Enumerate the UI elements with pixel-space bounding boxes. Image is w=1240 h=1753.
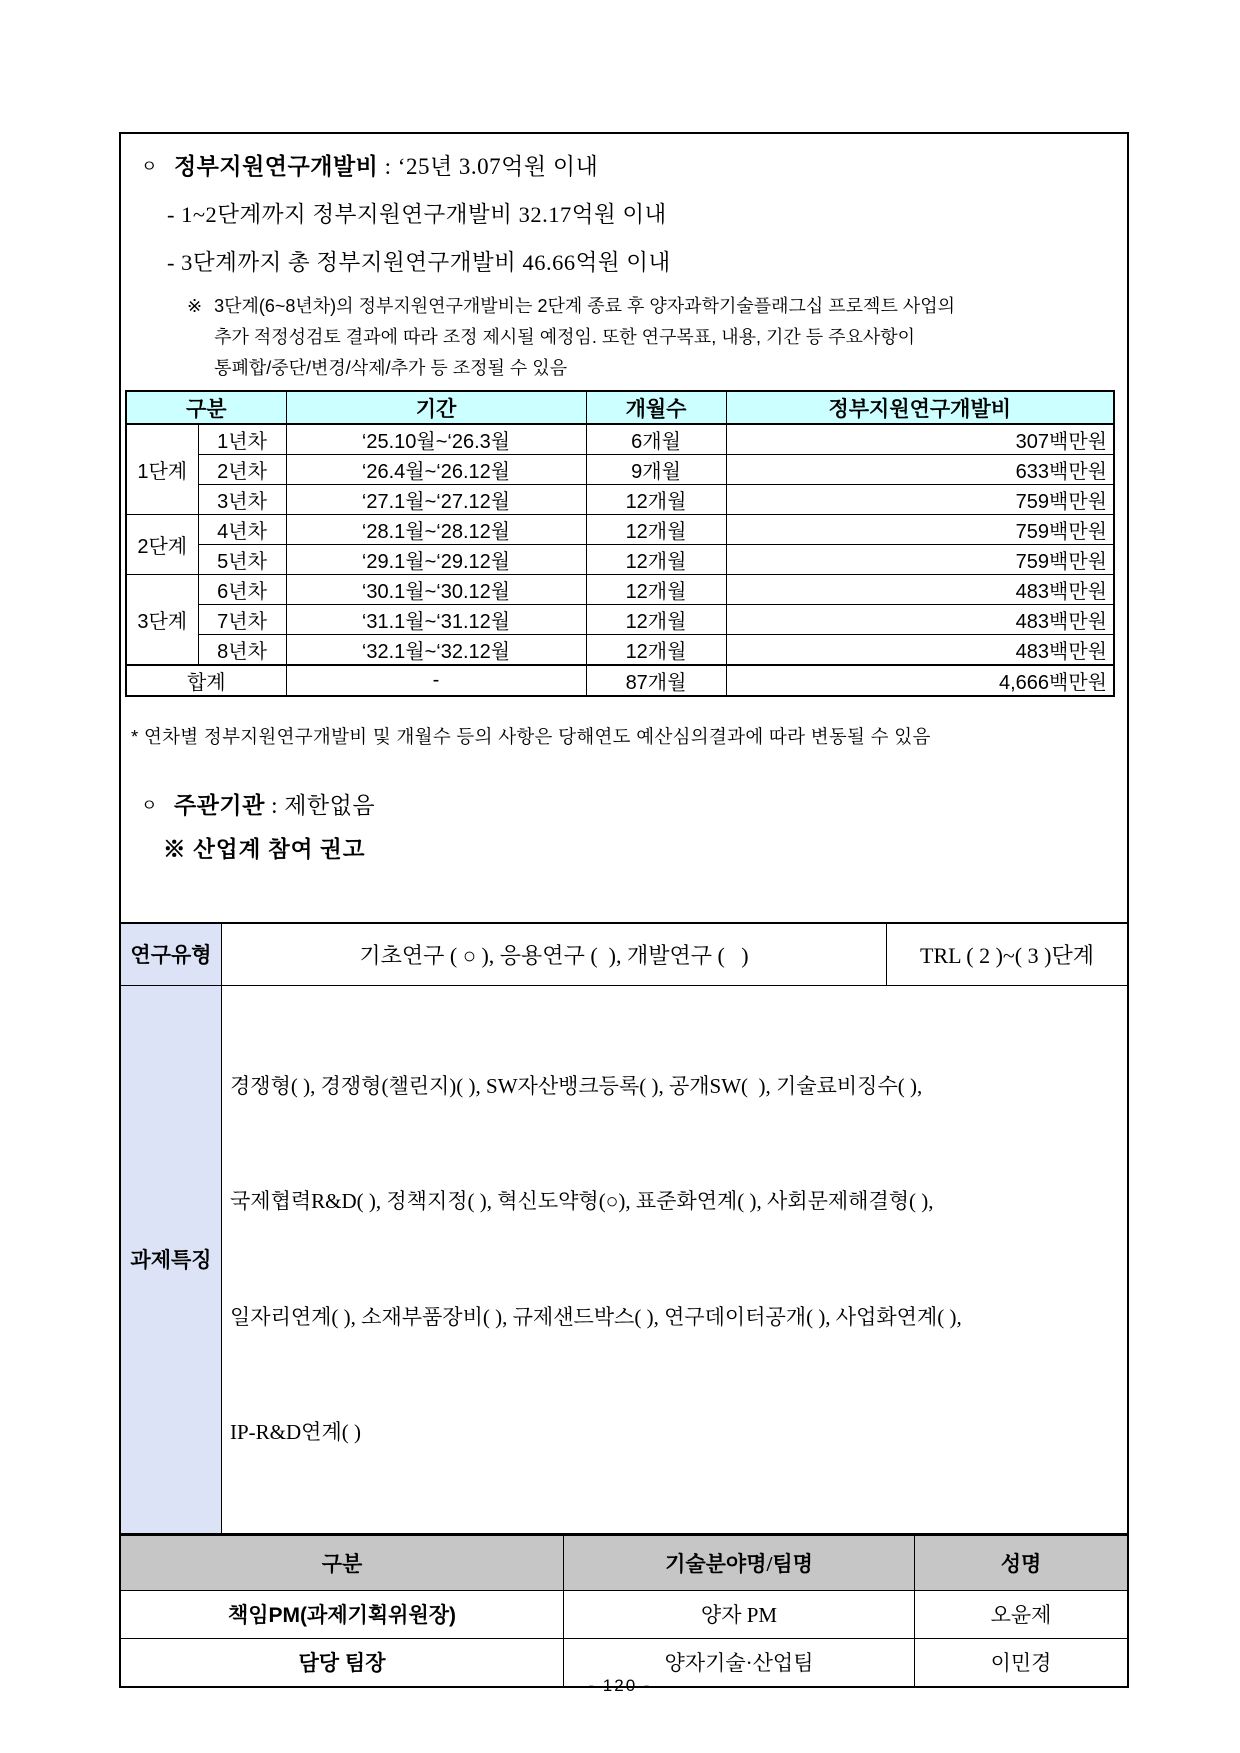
project-feature-row: [121, 985, 1127, 1534]
trl-value: TRL ( 2 )~( 3 )단계: [887, 923, 1128, 985]
org-bullet-title: 주관기관: [173, 793, 265, 818]
cell-total-months: 87개월: [586, 665, 726, 696]
cell-budget: 759백만원: [726, 485, 1114, 515]
circle-bullet-icon: ㅇ: [141, 157, 158, 176]
budget-note-line-1: 3단계(6~8년차)의 정부지원연구개발비는 2단계 종료 후 양자과학기술플래그십 프로젝트 사업의: [214, 296, 955, 316]
header-team: 기술분야명/팀명: [564, 1535, 915, 1590]
header-gubun: 구분: [126, 391, 286, 424]
table-row: [126, 635, 1114, 666]
header-budget: 정부지원연구개발비: [726, 391, 1114, 424]
budget-note-line-3: 통폐합/중단/변경/삭제/추가 등 조정될 수 있음: [214, 358, 568, 378]
total-row: [126, 665, 1114, 696]
industry-participation-note: ※ 산업계 참여 권고: [163, 837, 366, 862]
reference-mark-icon: ※: [187, 296, 203, 316]
budget-sub-item-2: - 3단계까지 총 정부지원연구개발비 46.66억원 이내: [167, 250, 671, 275]
cell-group: 2단계: [126, 515, 198, 575]
cell-total-budget: 4,666백만원: [726, 665, 1114, 696]
cell-months: 12개월: [586, 545, 726, 575]
cell-year: 1년차: [198, 424, 286, 455]
cell-group: 1단계: [126, 424, 198, 515]
feature-line-1: 경쟁형( ), 경쟁형(챌린지)( ), SW자산뱅크등록( ), 공개SW( ), 기술료비징수( ),: [230, 1073, 923, 1098]
cell-months: 12개월: [586, 605, 726, 635]
cell-year: 5년차: [198, 545, 286, 575]
cell-budget: 759백만원: [726, 545, 1114, 575]
org-bullet-line: [141, 787, 1127, 820]
research-type-row: [121, 923, 1127, 985]
cell-period: ‘29.1월~‘29.12월: [286, 545, 586, 575]
table-row: [126, 575, 1114, 605]
budget-table: [125, 390, 1115, 697]
budget-bullet-value: : ‘25년 3.07억원 이내: [384, 154, 599, 179]
budget-note: [187, 291, 1127, 384]
budget-bullet-line: [141, 148, 1127, 181]
cell-name: 오윤제: [915, 1590, 1128, 1638]
budget-table-header-row: [126, 391, 1114, 424]
table-row: [126, 485, 1114, 515]
pm-table: [121, 1535, 1127, 1686]
cell-period: ‘28.1월~‘28.12월: [286, 515, 586, 545]
cell-year: 4년차: [198, 515, 286, 545]
header-role: 구분: [121, 1535, 564, 1590]
cell-budget: 307백만원: [726, 424, 1114, 455]
cell-year: 2년차: [198, 455, 286, 485]
budget-bullet-title: 정부지원연구개발비: [173, 154, 379, 179]
org-bullet-value: : 제한없음: [271, 793, 376, 818]
cell-period: ‘31.1월~‘31.12월: [286, 605, 586, 635]
research-type-label: 연구유형: [121, 923, 222, 985]
table-row: [121, 1590, 1127, 1638]
cell-budget: 483백만원: [726, 605, 1114, 635]
header-period: 기간: [286, 391, 586, 424]
cell-months: 12개월: [586, 485, 726, 515]
cell-period: ‘27.1월~‘27.12월: [286, 485, 586, 515]
cell-months: 6개월: [586, 424, 726, 455]
cell-budget: 759백만원: [726, 515, 1114, 545]
cell-team: 양자 PM: [564, 1590, 915, 1638]
cell-total-period: -: [286, 665, 586, 696]
table-row: [126, 455, 1114, 485]
cell-year: 6년차: [198, 575, 286, 605]
budget-sub-item-1: - 1~2단계까지 정부지원연구개발비 32.17억원 이내: [167, 202, 667, 227]
cell-period: ‘26.4월~‘26.12월: [286, 455, 586, 485]
table-row: [126, 424, 1114, 455]
cell-group: 3단계: [126, 575, 198, 666]
feature-line-3: 일자리연계( ), 소재부품장비( ), 규제샌드박스( ), 연구데이터공개( ), 사업화연계( ),: [230, 1304, 962, 1329]
cell-total-label: 합계: [126, 665, 286, 696]
cell-year: 3년차: [198, 485, 286, 515]
table-footnote: * 연차별 정부지원연구개발비 및 개월수 등의 사항은 당해연도 예산심의결과에 따라 변동될 수 있음: [131, 726, 931, 747]
cell-months: 9개월: [586, 455, 726, 485]
project-feature-label: 과제특징: [121, 985, 222, 1534]
feature-line-4: IP-R&D연계( ): [230, 1420, 361, 1444]
cell-period: ‘25.10월~‘26.3월: [286, 424, 586, 455]
cell-budget: 483백만원: [726, 635, 1114, 666]
table-row: [126, 515, 1114, 545]
cell-role: 책임PM(과제기획위원장): [121, 1590, 564, 1638]
cell-period: ‘32.1월~‘32.12월: [286, 635, 586, 666]
research-type-table: [121, 922, 1127, 1535]
cell-team: 양자기술·산업팀: [564, 1638, 915, 1686]
cell-budget: 483백만원: [726, 575, 1114, 605]
header-months: 개월수: [586, 391, 726, 424]
cell-year: 7년차: [198, 605, 286, 635]
table-row: [126, 545, 1114, 575]
budget-note-text: [214, 291, 955, 384]
cell-role: 담당 팀장: [121, 1638, 564, 1686]
research-type-value: 기초연구 ( ○ ), 응용연구 ( ), 개발연구 ( ): [222, 923, 887, 985]
circle-bullet-icon: ㅇ: [141, 796, 158, 815]
content-border-box: [119, 132, 1129, 1688]
cell-budget: 633백만원: [726, 455, 1114, 485]
page-number: - 120 -: [588, 1676, 652, 1695]
cell-year: 8년차: [198, 635, 286, 666]
cell-name: 이민경: [915, 1638, 1128, 1686]
pm-table-header-row: [121, 1535, 1127, 1590]
cell-period: ‘30.1월~‘30.12월: [286, 575, 586, 605]
table-row: [126, 605, 1114, 635]
cell-months: 12개월: [586, 575, 726, 605]
cell-months: 12개월: [586, 635, 726, 666]
project-feature-value: [222, 985, 1128, 1534]
header-name: 성명: [915, 1535, 1128, 1590]
cell-months: 12개월: [586, 515, 726, 545]
feature-line-2: 국제협력R&D( ), 정책지정( ), 혁신도약형(○), 표준화연계( ), 사회문제해결형( ),: [230, 1189, 934, 1213]
budget-note-line-2: 추가 적정성검토 결과에 따라 조정 제시될 예정임. 또한 연구목표, 내용, 기간 등 주요사항이: [214, 327, 916, 347]
